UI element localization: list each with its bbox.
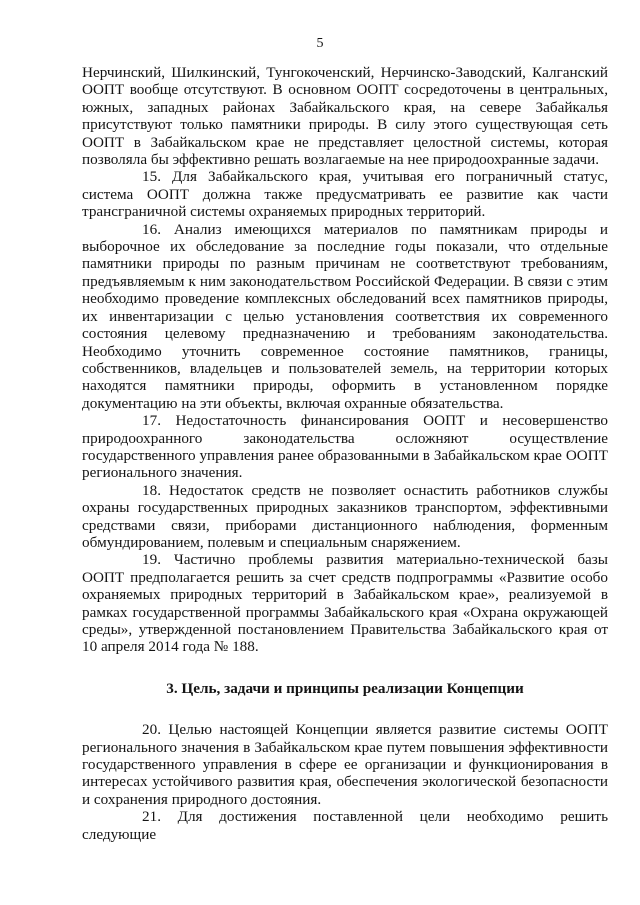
- paragraph-17: 17. Недостаточность финансирования ООПТ и несовершенство природоохранного законодательства осложняют осуществление государственного управления ранее образованными в Забайкальском крае ООПТ регионального значения.: [82, 412, 608, 482]
- page-number: 5: [316, 36, 324, 51]
- paragraph-16: 16. Анализ имеющихся материалов по памятникам природы и выборочное их обследование за последние годы показали, что отдельные памятники природы по разным причинам не соответствуют требованиям, предъявляемым к ним законодательством Российской Федерации. В связи с этим необходимо проведение комплексных обследований всех памятников природы, их инвентаризации с целью установления соответствия их современного состояния целевому предназначению и требованиям законодательства. Необходимо уточнить современное состояние памятников, границы, собственников, владельцев и пользователей земель, на территории которых находятся памятники природы, оформить в установленном порядке документацию на эти объекты, включая охранные обязательства.: [82, 220, 608, 412]
- paragraph-20: 20. Целью настоящей Концепции является развитие системы ООПТ регионального значения в Забайкальском крае путем повышения эффективности государственного управления в сфере ее организации и функционирования в интересах устойчивого развития края, обеспечения экологической безопасности и сохранения природного достояния.: [82, 721, 608, 808]
- paragraph-15: 15. Для Забайкальского края, учитывая его пограничный статус, система ООПТ должна также предусматривать ее развитие как части трансграничной системы охраняемых природных территорий.: [82, 168, 608, 221]
- paragraph-19: 19. Частично проблемы развития материально-технической базы ООПТ предполагается решить за счет средств подпрограммы «Развитие особо охраняемых природных территорий в Забайкальском крае», реализуемой в рамках государственной программы Забайкальского края «Охрана окружающей среды», утвержденной постановлением Правительства Забайкальского края от 10 апреля 2014 года № 188.: [82, 551, 608, 656]
- paragraph-14-continued: Нерчинский, Шилкинский, Тунгокоченский, Нерчинско-Заводский, Калганский ООПТ вообще отсутствуют. В основном ООПТ сосредоточены в центральных, южных, западных районах Забайкальского края, на севере Забайкалья присутствуют только памятники природы. В силу этого существующая сеть ООПТ в Забайкальском крае не представляет целостной системы, которая позволяла бы эффективно решать возлагаемые на нее природоохранные задачи.: [82, 64, 608, 169]
- paragraph-18: 18. Недостаток средств не позволяет оснастить работников службы охраны государственных природных заказников транспортом, эффективными средствами связи, приборами дистанционного наблюдения, форменным обмундированием, полевым и специальным снаряжением.: [82, 481, 608, 551]
- document-body: [82, 64, 608, 843]
- paragraph-21: 21. Для достижения поставленной цели необходимо решить следующие: [82, 808, 608, 843]
- section-heading: 3. Цель, задачи и принципы реализации Концепции: [166, 679, 524, 697]
